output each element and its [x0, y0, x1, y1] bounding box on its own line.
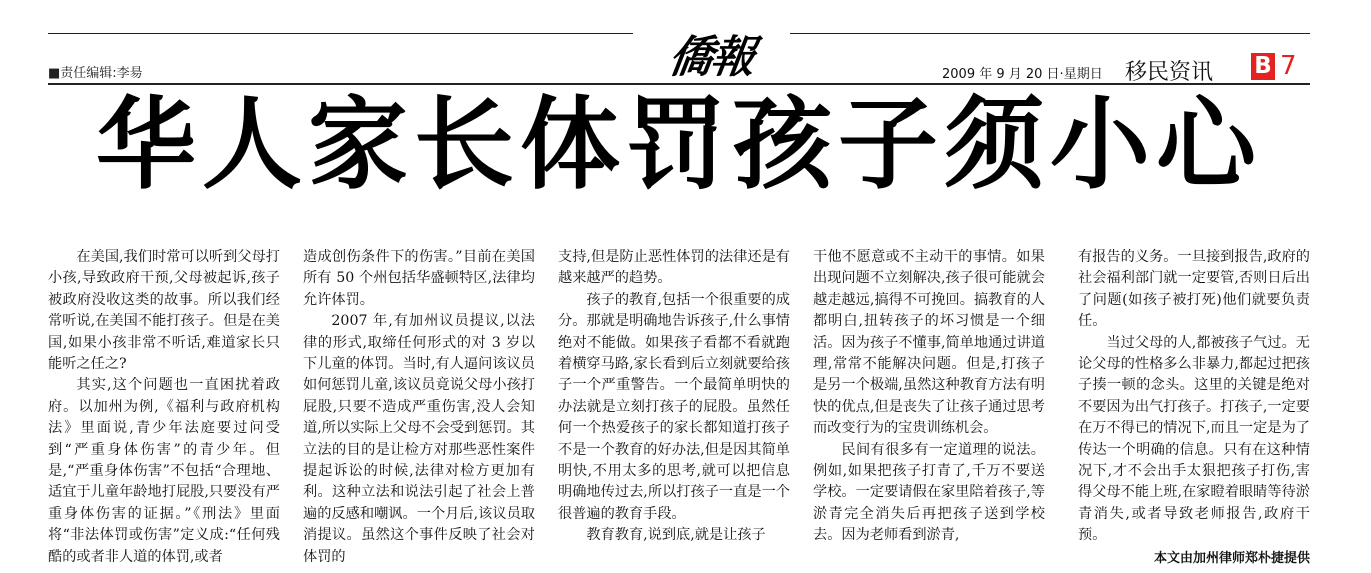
paragraph: 支持,但是防止恶性体罚的法律还是有越来越严的趋势。: [558, 249, 790, 287]
top-rule-right: [790, 33, 1310, 34]
issue-date: 2009 年 9 月 20 日·星期日: [942, 67, 1103, 82]
page-number: 7: [1280, 51, 1297, 81]
paragraph: 造成创伤条件下的伤害。”目前在美国所有 50 个州包括华盛顿特区,法律均允许体罚。: [303, 249, 535, 308]
masthead-logo: 僑報: [665, 32, 757, 83]
paragraph: 其实,这个问题也一直困扰着政府。以加州为例,《福利与政府机构法》里面说,青少年法庭要过问受到“严重身体伤害”的青少年。但是,“严重身体伤害”不包括“合理地、适宜于儿童年龄地打屁股,只要没有严重身体伤害的证据。”《刑法》里面将“非法体罚或伤害”定义成:“任何残酷的或者非人道的体罚,或者: [48, 377, 280, 565]
page-letter-badge: B: [1251, 53, 1275, 80]
author-credit: 本文由加州律师郑朴捷提供: [1153, 550, 1310, 566]
paragraph: 民间有很多有一定道理的说法。例如,如果把孩子打青了,千万不要送学校。一定要请假在家里陪着孩子,等淤青完全消失后再把孩子送到学校去。因为老师看到淤青,: [813, 441, 1045, 544]
editor-credit: ■责任编辑:李昜: [48, 66, 143, 81]
paragraph: 孩子的教育,包括一个很重要的成分。那就是明确地告诉孩子,什么事情绝对不能做。如果孩子看都不看就跑着横穿马路,家长看到后立刻就要给孩子一个严重警告。一个最简单明快的办法就是立刻打孩子的屁股。虽然任何一个热爱孩子的家长都知道打孩子不是一个教育的好办法,但是因其简单明快,不用太多的思考,就可以把信息明确地传过去,所以打孩子一直是一个很普遍的教育手段。: [558, 291, 790, 522]
article-column-2: [303, 247, 535, 569]
paragraph: 2007 年,有加州议员提议,以法律的形式,取缔任何形式的对 3 岁以下儿童的体罚。当时,有人逼问该议员如何惩罚儿童,该议员竟说父母小孩打屁股,只要不造成严重伤害,没人会知道,所以实际上父母不会受到惩罚。其立法的目的是让检方对那些恶性案件提起诉讼的时候,法律对检方更加有利。这种立法和说法引起了社会上普遍的反感和嘲讽。一个月后,该议员取消提议。虽然这个事件反映了社会对体罚的: [303, 313, 535, 565]
paragraph: 有报告的义务。一旦接到报告,政府的社会福利部门就一定要管,否则日后出了问题(如孩子被打死)他们就要负责任。: [1078, 249, 1310, 330]
section-name: 移民资讯: [1125, 60, 1214, 85]
top-rule-left: [48, 33, 633, 34]
article-body: [48, 247, 1310, 569]
article-column-1: [48, 247, 280, 569]
article-column-3: [558, 247, 790, 569]
paragraph: 干他不愿意或不主动干的事情。如果出现问题不立刻解决,孩子很可能就会越走越远,搞得不可挽回。搞教育的人都明白,扭转孩子的坏习惯是一个细活。因为孩子不懂事,简单地通过讲道理,常常不能解决问题。但是,打孩子是另一个极端,虽然这种教育方法有明快的优点,但是丧失了让孩子通过思考而改变行为的宝贵训练机会。: [813, 249, 1045, 437]
paragraph: 当过父母的人,都被孩子气过。无论父母的性格多么非暴力,都起过把孩子揍一顿的念头。这里的关键是绝对不要因为出气打孩子。打孩子,一定要在万不得已的情况下,而且一定是为了传达一个明确的信息。只有在这种情况下,才不会出手太狠把孩子打伤,害得父母不能上班,在家瞪着眼睛等待淤青消失,或者导致老师报告,政府干预。: [1078, 334, 1310, 544]
paragraph: 教育教育,说到底,就是让孩子: [586, 527, 766, 544]
paragraph: 在美国,我们时常可以听到父母打小孩,导致政府干预,父母被起诉,孩子被政府没收这类的故事。所以我们经常听说,在美国不能打孩子。但是在美国,如果小孩非常不听话,难道家长只能听之任之?: [48, 249, 280, 373]
article-column-4: [813, 247, 1045, 569]
article-column-5: [1078, 247, 1310, 569]
headline: 华人家长体罚孩子须小心: [96, 90, 1262, 200]
